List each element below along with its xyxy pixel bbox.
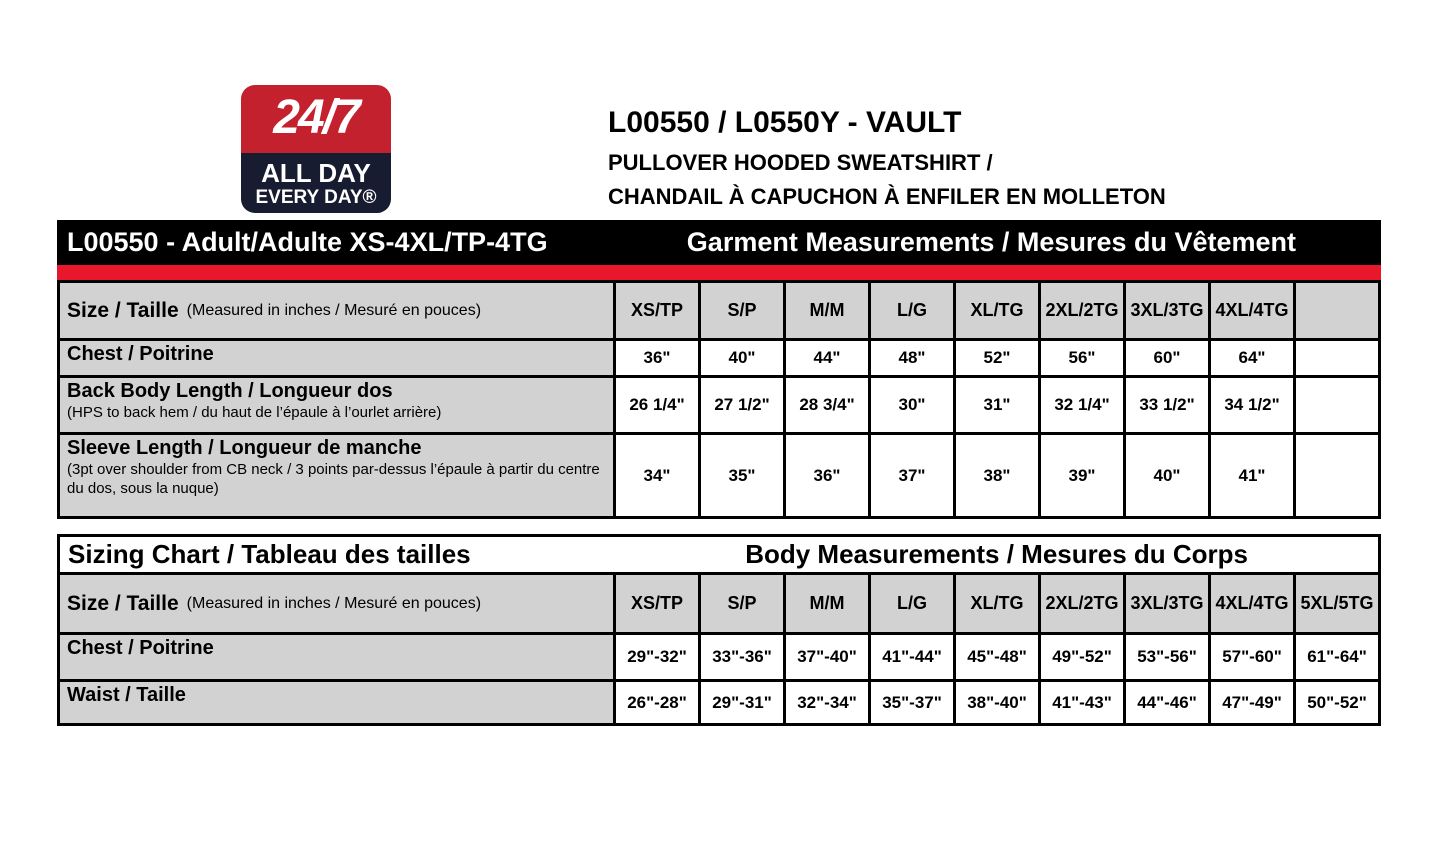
size-column-header <box>1293 283 1378 338</box>
measurement-cell: 37" <box>868 435 953 516</box>
logo-all-day-text: ALL DAY <box>261 157 371 188</box>
garment-table-header-bar <box>57 220 1381 265</box>
red-accent-bar <box>57 265 1381 283</box>
row-label: Back Body Length / Longueur dos <box>67 380 393 402</box>
measurement-cell: 36" <box>783 435 868 516</box>
body-table-grid <box>57 575 1381 726</box>
measurement-cell: 44" <box>783 341 868 375</box>
body-size-label-cell <box>60 575 613 632</box>
measurement-cell: 52" <box>953 341 1038 375</box>
garment-size-header-row <box>60 283 1378 338</box>
size-column-header: S/P <box>698 575 783 632</box>
measurement-cell: 26"-28" <box>613 682 698 723</box>
measurement-cell: 38"-40" <box>953 682 1038 723</box>
size-column-header: XL/TG <box>953 283 1038 338</box>
garment-table-title-left: L00550 - Adult/Adulte XS-4XL/TP-4TG <box>67 227 548 257</box>
logo-every-day-text: EVERY DAY® <box>255 186 377 208</box>
measurement-row-chest <box>60 632 1378 679</box>
measurement-cell: 44"-46" <box>1123 682 1208 723</box>
body-measurements-table <box>57 534 1381 726</box>
measurement-cell: 37"-40" <box>783 635 868 679</box>
measurement-cell: 27 1/2" <box>698 378 783 432</box>
measurement-cell: 40" <box>1123 435 1208 516</box>
measurement-cell: 29"-31" <box>698 682 783 723</box>
measurement-cell: 45"-48" <box>953 635 1038 679</box>
size-label: Size / Taille <box>67 591 179 615</box>
measurement-cell <box>1293 341 1378 375</box>
body-size-header-row <box>60 575 1378 632</box>
product-subtitle-en: PULLOVER HOODED SWEATSHIRT / <box>608 150 993 175</box>
body-table-title-right: Body Measurements / Mesures du Corps <box>745 539 1248 569</box>
measurement-row-chest <box>60 338 1378 375</box>
size-column-header: 3XL/3TG <box>1123 283 1208 338</box>
measurement-cell: 41"-44" <box>868 635 953 679</box>
logo-24-7-text: 24/7 <box>273 90 359 144</box>
row-label: Sleeve Length / Longueur de manche <box>67 437 422 459</box>
logo-bottom-navy <box>241 153 391 213</box>
measurement-cell: 38" <box>953 435 1038 516</box>
size-column-header: M/M <box>783 575 868 632</box>
row-note: (HPS to back hem / du haut de l’épaule à l’ourlet arrière) <box>67 404 442 421</box>
logo-top-red <box>241 85 391 153</box>
measurement-cell: 47"-49" <box>1208 682 1293 723</box>
measurement-cell: 32"-34" <box>783 682 868 723</box>
measurement-cell: 56" <box>1038 341 1123 375</box>
garment-table-grid <box>57 283 1381 519</box>
garment-measurements-table <box>57 220 1381 519</box>
measurement-cell <box>1293 378 1378 432</box>
measurement-cell: 53"-56" <box>1123 635 1208 679</box>
size-label: Size / Taille <box>67 298 179 322</box>
size-column-header: 2XL/2TG <box>1038 283 1123 338</box>
row-label: Chest / Poitrine <box>67 637 214 659</box>
size-note: (Measured in inches / Mesuré en pouces) <box>186 594 482 612</box>
measurement-row-waist <box>60 679 1378 723</box>
row-label: Chest / Poitrine <box>67 343 214 365</box>
size-column-header: M/M <box>783 283 868 338</box>
row-label: Waist / Taille <box>67 684 186 706</box>
measurement-cell: 31" <box>953 378 1038 432</box>
measurement-cell: 28 3/4" <box>783 378 868 432</box>
row-label-cell <box>60 682 613 723</box>
size-column-header: L/G <box>868 283 953 338</box>
product-subtitle-fr: CHANDAIL À CAPUCHON À ENFILER EN MOLLETON <box>608 184 1166 209</box>
measurement-cell: 40" <box>698 341 783 375</box>
measurement-cell: 33"-36" <box>698 635 783 679</box>
measurement-cell: 34 1/2" <box>1208 378 1293 432</box>
measurement-row-sleeve-length <box>60 432 1378 516</box>
measurement-cell: 60" <box>1123 341 1208 375</box>
body-table-title-left: Sizing Chart / Tableau des tailles <box>68 539 471 569</box>
measurement-cell: 35" <box>698 435 783 516</box>
measurement-cell: 41" <box>1208 435 1293 516</box>
measurement-cell: 26 1/4" <box>613 378 698 432</box>
measurement-cell: 30" <box>868 378 953 432</box>
row-label-cell <box>60 341 613 375</box>
measurement-cell: 48" <box>868 341 953 375</box>
measurement-cell: 35"-37" <box>868 682 953 723</box>
size-column-header: 5XL/5TG <box>1293 575 1378 632</box>
row-label-cell <box>60 435 613 516</box>
measurement-cell: 61"-64" <box>1293 635 1378 679</box>
measurement-cell: 64" <box>1208 341 1293 375</box>
row-note: (3pt over shoulder from CB neck / 3 points par-dessus l’épaule à partir du centre du dos, sous la nuque) <box>67 461 600 497</box>
size-column-header: S/P <box>698 283 783 338</box>
measurement-cell: 32 1/4" <box>1038 378 1123 432</box>
body-table-header-bar <box>57 534 1381 575</box>
size-column-header: L/G <box>868 575 953 632</box>
measurement-cell: 41"-43" <box>1038 682 1123 723</box>
size-column-header: 4XL/4TG <box>1208 283 1293 338</box>
row-label-cell <box>60 635 613 679</box>
measurement-cell <box>1293 435 1378 516</box>
size-note: (Measured in inches / Mesuré en pouces) <box>186 301 482 319</box>
measurement-row-back-body-length <box>60 375 1378 432</box>
measurement-cell: 33 1/2" <box>1123 378 1208 432</box>
product-title-block <box>608 106 1166 209</box>
measurement-cell: 39" <box>1038 435 1123 516</box>
measurement-cell: 34" <box>613 435 698 516</box>
measurement-cell: 57"-60" <box>1208 635 1293 679</box>
size-column-header: 4XL/4TG <box>1208 575 1293 632</box>
row-label-cell <box>60 378 613 432</box>
measurement-cell: 29"-32" <box>613 635 698 679</box>
garment-size-label-cell <box>60 283 613 338</box>
measurement-cell: 36" <box>613 341 698 375</box>
size-column-header: XS/TP <box>613 575 698 632</box>
measurement-cell: 50"-52" <box>1293 682 1378 723</box>
size-column-header: XS/TP <box>613 283 698 338</box>
brand-logo <box>241 85 391 213</box>
size-column-header: 3XL/3TG <box>1123 575 1208 632</box>
garment-table-title-right: Garment Measurements / Mesures du Vêtement <box>686 227 1296 257</box>
size-column-header: 2XL/2TG <box>1038 575 1123 632</box>
size-column-header: XL/TG <box>953 575 1038 632</box>
product-title: L00550 / L0550Y - VAULT <box>608 106 962 139</box>
measurement-cell: 49"-52" <box>1038 635 1123 679</box>
